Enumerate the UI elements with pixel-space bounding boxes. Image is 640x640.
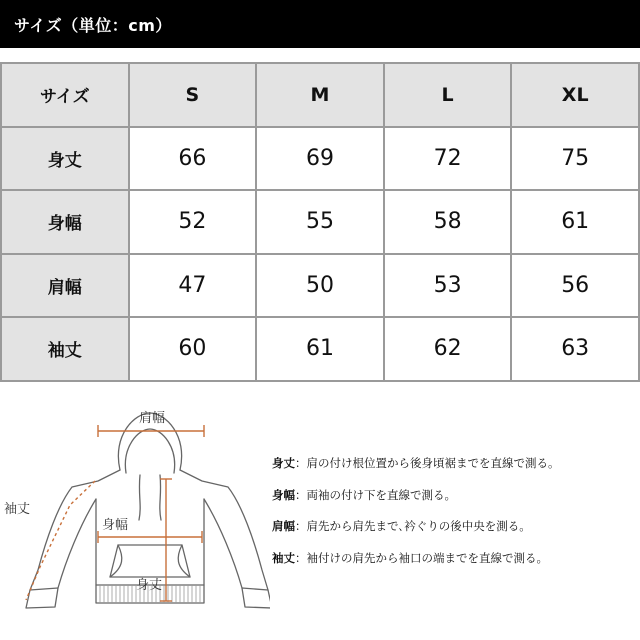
table-cell: 75: [511, 127, 639, 191]
sleeve-measure-label: 袖丈: [4, 502, 31, 517]
note-text: ：両袖の付け下を直線で測る。: [295, 487, 456, 502]
column-header-xl: XL: [511, 63, 639, 127]
table-cell: 56: [511, 254, 639, 318]
row-label: 身幅: [1, 190, 129, 254]
table-row: [1, 127, 639, 191]
width-measure-label: 身幅: [102, 518, 129, 533]
note-term: 肩幅: [272, 519, 295, 533]
row-label: 身丈: [1, 127, 129, 191]
table-cell: 55: [256, 190, 384, 254]
list-item: [272, 455, 640, 471]
table-cell: 61: [256, 317, 384, 381]
row-label: 肩幅: [1, 254, 129, 318]
note-text: ：肩先から肩先まで､衿ぐりの後中央を測る。: [295, 519, 531, 533]
table-cell: 61: [511, 190, 639, 254]
table-cell: 63: [511, 317, 639, 381]
note-term: 身幅: [272, 487, 295, 502]
table-cell: 62: [384, 317, 512, 381]
shoulder-measure-label: 肩幅: [138, 411, 166, 426]
page-header: [0, 0, 640, 48]
table-row: [1, 317, 639, 381]
page-title: サイズ（単位：cm）: [14, 15, 172, 35]
table-cell: 58: [384, 190, 512, 254]
note-text: ：肩の付け根位置から後身頃裾までを直線で測る。: [295, 456, 560, 470]
table-row: [1, 254, 639, 318]
list-item: [272, 487, 640, 503]
length-measure-label: 身丈: [136, 578, 163, 593]
note-text: ：袖付けの肩先から袖口の端までを直線で測る。: [295, 550, 548, 565]
note-term: 袖丈: [272, 550, 295, 565]
size-table: [0, 62, 640, 382]
column-header-l: L: [384, 63, 512, 127]
row-label: 袖丈: [1, 317, 129, 381]
table-corner-label: サイズ: [1, 63, 129, 127]
table-cell: 66: [129, 127, 257, 191]
measurement-notes: [272, 455, 640, 581]
table-cell: 47: [129, 254, 257, 318]
table-cell: 60: [129, 317, 257, 381]
hoodie-icon: [0, 395, 270, 640]
table-header-row: [1, 63, 639, 127]
list-item: [272, 518, 640, 534]
note-term: 身丈: [272, 456, 295, 470]
column-header-m: M: [256, 63, 384, 127]
column-header-s: S: [129, 63, 257, 127]
table-cell: 69: [256, 127, 384, 191]
table-cell: 50: [256, 254, 384, 318]
table-cell: 72: [384, 127, 512, 191]
table-cell: 52: [129, 190, 257, 254]
table-cell: 53: [384, 254, 512, 318]
table-row: [1, 190, 639, 254]
list-item: [272, 550, 640, 566]
